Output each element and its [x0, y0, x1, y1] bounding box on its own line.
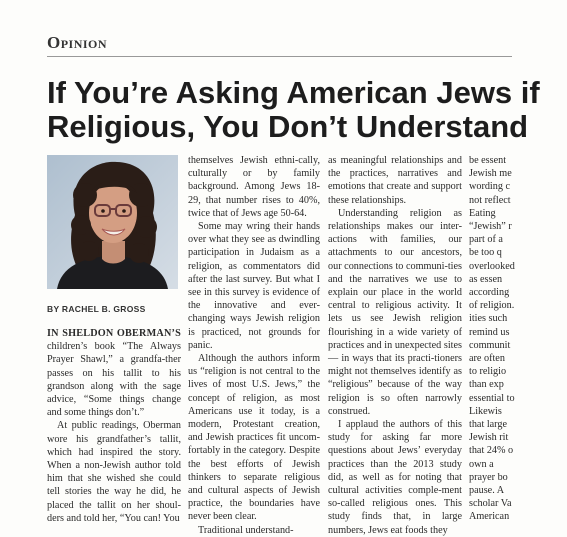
section-label: Opinion — [47, 33, 108, 52]
article-headline: If You’re Asking American Jews if Religious, You Don’t Understand — [47, 75, 540, 144]
lead-paragraph — [47, 327, 181, 419]
paragraph: Some may wring their hands over what they see as dwindling participation in Judaism as a religion, as commentators did after the last survey. But what I see in this survey is evidence of the innovative and ever-changing ways Jewish religion is practiced, not grounds for panic. — [188, 221, 320, 351]
paragraph: be essent Jewish me wording c not reflect Eating “Jewish” r part of a be too q overlooked as essen according of religion. ities such remind us communit are often to religio than exp essential to Likewis that large Jewish rit that 24% o own a prayer bo pause. A scholar Va American — [469, 155, 515, 523]
lead-text: children’s book “The Always Prayer Shawl,” a grandfa-ther passes on his tallit to his grandson along with the sage advice, “Some things change and some things don’t.” — [47, 341, 181, 419]
column-3 — [328, 154, 462, 536]
paragraph: At public readings, Oberman wore his grandfather’s tallit, which had inspired the story. When a non-Jewish author told him that she wished she could tell stories the way he did, he placed the tallit on her shoul-ders and told her, “You can! You — [47, 420, 181, 524]
paragraph: Although the authors inform us “religion is not central to the lives of most U.S. Jews,” the concept of religion, as most Americans use it today, is a modern, Protestant creation, and Jewish practices fit uncom-fortably in the category. Despite the best efforts of Jewish thinkers to separate religious and cultural aspects of Jewish practice, the boundaries have never been clear. — [188, 353, 320, 523]
paragraph: as meaningful relationships and the practices, narratives and emotions that create and support these relationships. — [328, 155, 462, 206]
column-2 — [188, 154, 320, 536]
byline: BY RACHEL B. GROSS — [47, 304, 146, 314]
author-photo — [47, 155, 178, 289]
paragraph: themselves Jewish ethni-cally, culturally or by family background. Among Jews 18-29, that number rises to 40%, twice that of Jews age 50-64. — [188, 155, 320, 219]
paragraph: Understanding religion as relationships makes our inter-actions with families, our attachments to our ancestors, our connections to communi-ties and the narratives we use to explain our place in the world central to religious activity. It lets us see Jewish religion flourishing in a wide variety of practices and in unexpected sites — in ways that its practi-tioners might not themselves identify as “religious” because of the way religion is so often narrowly construed. — [328, 207, 462, 417]
column-4-cropped — [469, 154, 529, 523]
lead-in: IN SHELDON OBERMAN’S — [47, 328, 181, 339]
section-divider — [47, 56, 512, 57]
paragraph: Traditional understand- — [198, 524, 294, 536]
column-1 — [47, 327, 181, 524]
paragraph: I applaud the authors of this study for asking far more questions about Jews’ everyday practices than the 2013 study did, as well as for noting that cultural activities comple-ment so-called religious ones. This study finds that, in large numbers, Jews eat foods they — [328, 419, 462, 536]
